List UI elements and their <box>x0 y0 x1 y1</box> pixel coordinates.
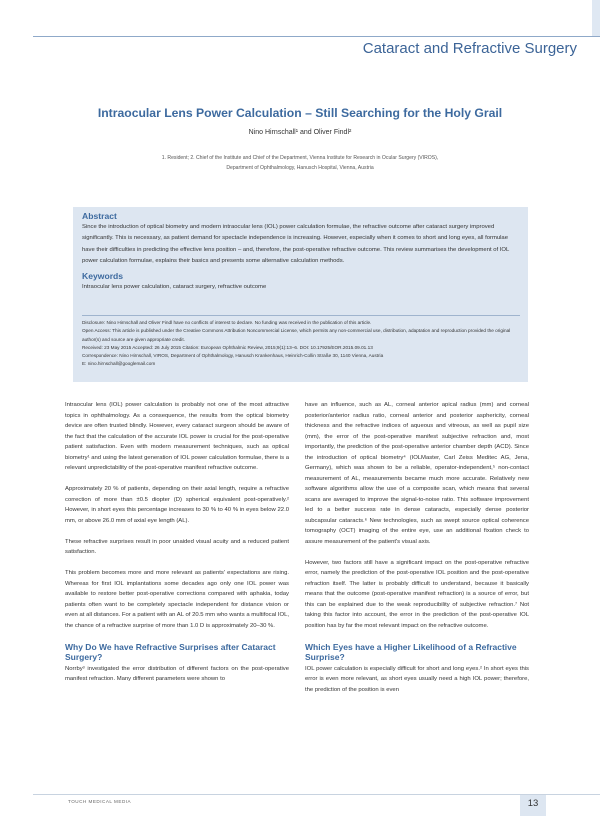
article-title: Intraocular Lens Power Calculation – Still Searching for the Holy Grail <box>97 106 503 120</box>
section-heading: Which Eyes have a Higher Likelihood of a Refractive Surprise? <box>305 641 517 662</box>
keywords-text: Intraocular lens power calculation, cataract surgery, refractive outcome <box>82 283 267 290</box>
body-paragraph: Intraocular lens (IOL) power calculation is probably not one of the most attractive topics in ophthalmology. As a consequence, the results from the optical biometry device are often trusted blindly. However, every cataract surgeon should be aware of the fact that the calculation of the accurate IOL power is crucial for the post-operative patient satisfaction. Even with modern measurement techniques, such as optical biometry¹ and using the latest generation of IOL power calculation formulae, there is a relevant unpredictability of the post-operative manifest refractive outcome. <box>65 402 289 471</box>
affiliation-line-2: Department of Ophthalmology, Hanusch Hospital, Vienna, Austria <box>226 165 374 171</box>
footer-rule <box>33 794 600 795</box>
affiliation-line-1: 1. Resident; 2. Chief of the Institute and Chief of the Department, Vienna Institute for Research in Ocular Surgery (VIROS), <box>161 155 439 161</box>
open-access-text: Open Access: This article is published under the Creative Commons Attribution Noncommercial License, which permits any non-commercial use, distribution, adaptation and reproduction provided the original author(s) and source are given appropriate credit. <box>82 328 511 342</box>
body-paragraph: Norrby³ investigated the error distribution of different factors on the post-operative manifest refraction. Many different parameters were shown to <box>65 665 289 682</box>
received-text: Received: 23 May 2015 Accepted: 26 July 2015 Citation: European Ophthalmic Review, 2015;9(1):13–6. DOI: 10.17925/EOR.2015.09.01.13 <box>82 344 373 350</box>
body-paragraph: However, two factors still have a significant impact on the post-operative refractive error, namely the prediction of the post-operative IOL position and the post-operative refraction itself. The latter is probably difficult to understand, because it basically means that the outcome (post-operative manifest refraction) is a source of error, but this can be explained due to the weak reproducibility of subjective refraction.⁷ Not taking this factor into account, the error in the prediction of the post-operative IOL position has by far the most relevant impact on the refractive outcome. <box>305 559 529 629</box>
abstract-heading: Abstract <box>82 211 117 221</box>
abstract-divider <box>82 315 520 316</box>
page-number: 13 <box>527 798 539 809</box>
section-heading: Why Do We have Refractive Surprises after Cataract Surgery? <box>65 641 276 662</box>
header-rule <box>33 36 600 37</box>
correspondence-text: Correspondence: Nino Hirnschall, VIROS, Department of Ophthalmology, Hanusch Krankenhaus, Heinrich-Collin Straße 30, 1140 Vienna, Austria <box>82 353 384 359</box>
section-title: Cataract and Refractive Surgery <box>362 40 577 57</box>
header-accent <box>592 0 600 36</box>
article-metadata <box>82 319 520 369</box>
body-paragraph: Approximately 20 % of patients, depending on their axial length, require a refractive correction of more than ±0.5 diopter (D) spherical equivalent post-operatively.² However, in short eyes this percentage increases to 30 % to 40 % in eyes below 22.0 mm, or above 26.0 mm of axial eye length (AL). <box>65 486 289 524</box>
body-column-right <box>305 400 529 706</box>
keywords-heading: Keywords <box>82 270 124 281</box>
body-column-left <box>65 400 289 695</box>
body-paragraph: This problem becomes more and more relevant as patients' expectations are rising. Whereas for first IOL implantations some decades ago only one IOL power was available to restore better post-operative corrections compared with aphakia, today patients often want to be completely spectacle independent for distance vision or even at all distances. For a patient with an AL of 20.5 mm who wants a multifocal IOL, the chance of a refractive surprise of more than 1.0 D is approximately 20–30 %. <box>65 570 289 629</box>
body-paragraph: IOL power calculation is especially difficult for short and long eyes.² In short eyes this error is even more relevant, as short eyes usually need a high IOL power; therefore, the prediction of the position is even <box>305 665 529 693</box>
email-text: E: nino.hirnschall@googlemail.com <box>82 361 156 367</box>
article-authors: Nino Hirnschall¹ and Oliver Findl² <box>248 129 352 136</box>
disclosure-text: Disclosure: Nino Hirnschall and Oliver Findl have no conflicts of interest to declare. No funding was received in the publication of this article. <box>82 320 372 325</box>
author-affiliations <box>0 153 600 173</box>
body-paragraph: have an influence, such as AL, corneal anterior apical radius (mm) and corneal posterior/anterior radius ratio, corneal anterior and posterior asphericity, corneal thickness and the refractive indices of aqueous and vitreous, as well as pupil size (mm), the error of the post-operative manifest subjective refraction and, most importantly, the prediction of the post-operative anterior chamber depth (ACD). Since the introduction of optical biometry⁴ (IOLMaster, Carl Zeiss Meditec AG, Jena, Germany), which was shown to be a reliable, operator-independent,⁵ non-contact measurement of AL, measurements became much more accurate. Relatively new software algorithms allow the use of a composite scan, which means that several scans are averaged to improve the signal-to-noise ratio. This software improvement led to a better success rate in dense cataracts, especially dense posterior subcapsular cataracts.⁶ New technologies, such as swept source optical coherence tomography (OCT) imaging of the entire eye, use an additional fixation check to assure measurement of the patient's visual axis. <box>305 402 529 545</box>
publisher-name: TOUCH MEDICAL MEDIA <box>68 799 132 804</box>
abstract-text: Since the introduction of optical biometry and modern intraocular lens (IOL) power calculation formulae, the refractive outcome after cataract surgery improved significantly. This is necessary, as patient demand for spectacle independence is increasing. However, especially when it comes to short and long eyes, all formulae have their difficulties in predicting the effective lens position – and, therefore, the post-operative refractive outcome. This review summarises the development of IOL power calculation formulae, explains their basics and presents some alternative calculation methods. <box>82 224 510 265</box>
body-paragraph: These refractive surprises result in poor unaided visual acuity and a reduced patient satisfaction. <box>65 538 289 555</box>
